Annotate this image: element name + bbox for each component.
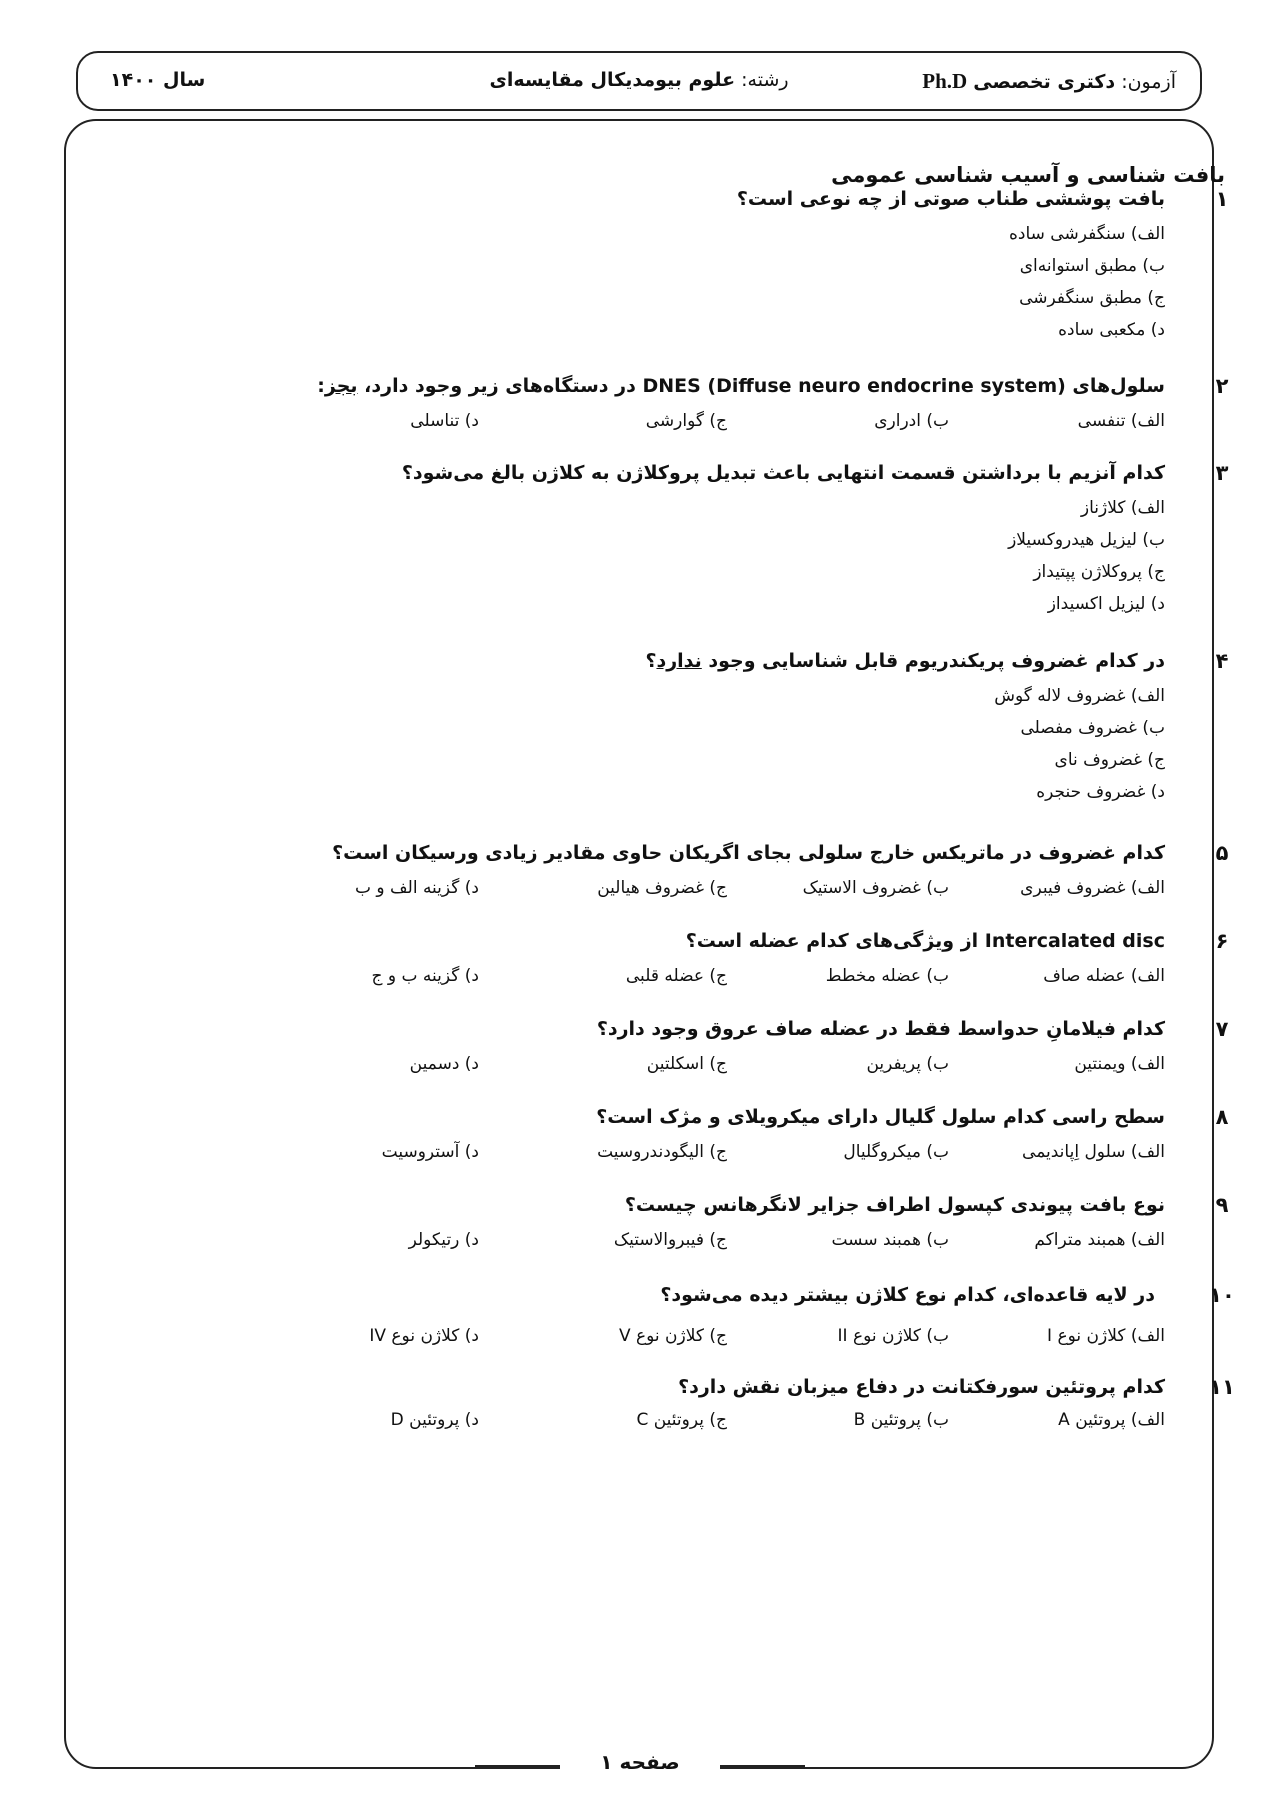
exam-year: سال ۱۴۰۰	[110, 69, 206, 91]
question-number: ۲	[1215, 374, 1229, 398]
option-b[interactable]: ب) پروتئین B	[853, 1410, 949, 1430]
question-10	[199, 1279, 1239, 1355]
option-b[interactable]: ب) کلاژن نوع II	[837, 1326, 949, 1346]
question-text	[645, 645, 1165, 677]
question-number: ۶	[1215, 929, 1229, 953]
question-text-main: سلول‌های DNES (Diffuse neuro endocrine system) در دستگاه‌های زیر وجود دارد،	[357, 375, 1165, 397]
option-a[interactable]: الف) ویمنتین	[1074, 1054, 1165, 1074]
question-text: کدام فیلامانِ حدواسط فقط در عضله صاف عروق وجود دارد؟	[596, 1018, 1165, 1040]
option-c[interactable]: ج) غضروف هیالین	[597, 878, 727, 898]
option-d[interactable]: د) مکعبی ساده	[1058, 320, 1165, 340]
option-a[interactable]: الف) سلول اِپاندیمی	[1022, 1142, 1165, 1162]
option-c[interactable]: ج) پروتئین C	[636, 1410, 727, 1430]
option-a[interactable]: الف) کلاژناز	[1080, 498, 1165, 518]
exam-label: آزمون:	[1121, 71, 1176, 93]
question-text-end: :	[317, 375, 325, 397]
question-11	[199, 1371, 1239, 1441]
question-emphasis: بجز	[324, 375, 358, 397]
exam-degree: Ph.D	[922, 69, 968, 93]
option-b[interactable]: ب) عضله مخطط	[825, 966, 949, 986]
option-c[interactable]: ج) غضروف نای	[1054, 750, 1165, 770]
question-number: ۸	[1215, 1105, 1229, 1129]
option-c[interactable]: ج) الیگودندروسیت	[597, 1142, 727, 1162]
question-text: سطح راسی کدام سلول گلیال دارای میکرویلای و مژک است؟	[596, 1106, 1165, 1128]
option-a[interactable]: الف) غضروف فیبری	[1020, 878, 1165, 898]
question-9	[199, 1189, 1239, 1259]
option-c[interactable]: ج) اسکلتین	[646, 1054, 727, 1074]
option-a[interactable]: الف) سنگفرشی ساده	[1009, 224, 1165, 244]
question-4	[199, 645, 1239, 815]
option-a[interactable]: الف) تنفسی	[1077, 411, 1165, 431]
question-2	[199, 370, 1239, 440]
question-number: ۳	[1215, 461, 1229, 485]
question-7	[199, 1013, 1239, 1083]
option-b[interactable]: ب) غضروف الاستیک	[802, 878, 949, 898]
option-a[interactable]: الف) همبند متراکم	[1034, 1230, 1165, 1250]
option-d[interactable]: د) کلاژن نوع IV	[369, 1326, 479, 1346]
question-text: نوع بافت پیوندی کپسول اطراف جزایر لانگرهانس چیست؟	[624, 1194, 1165, 1216]
question-text	[317, 370, 1165, 402]
option-c[interactable]: ج) پروکلاژن پپتیداز	[1033, 562, 1165, 582]
field-value: علوم بیومدیکال مقایسه‌ای	[489, 69, 736, 91]
exam-value: دکتری تخصصی	[973, 71, 1116, 93]
option-a[interactable]: الف) غضروف لاله گوش	[994, 686, 1165, 706]
question-1	[199, 183, 1239, 353]
question-number: ۱۰	[1209, 1283, 1235, 1307]
question-text: Intercalated disc از ویژگی‌های کدام عضله است؟	[685, 930, 1165, 952]
option-d[interactable]: د) پروتئین D	[390, 1410, 479, 1430]
option-d[interactable]: د) آستروسیت	[381, 1142, 479, 1162]
option-d[interactable]: د) لیزیل اکسیداز	[1047, 594, 1165, 614]
exam-field	[78, 69, 1200, 91]
option-d[interactable]: د) تناسلی	[410, 411, 479, 431]
question-number: ۵	[1215, 841, 1229, 865]
option-a[interactable]: الف) پروتئین A	[1058, 1410, 1165, 1430]
question-text-end: ؟	[645, 650, 657, 672]
question-text-main: در کدام غضروف پریکندریوم قابل شناسایی وجود	[701, 650, 1165, 672]
option-d[interactable]: د) دسمین	[409, 1054, 479, 1074]
exam-header	[76, 51, 1202, 111]
question-number: ۹	[1215, 1193, 1229, 1217]
option-d[interactable]: د) رتیکولر	[408, 1230, 479, 1250]
question-number: ۱۱	[1209, 1375, 1235, 1399]
question-text: بافت پوششی طناب صوتی از چه نوعی است؟	[736, 188, 1165, 210]
question-text: کدام پروتئین سورفکتانت در دفاع میزبان نقش دارد؟	[678, 1376, 1165, 1398]
option-d[interactable]: د) غضروف حنجره	[1036, 782, 1165, 802]
option-b[interactable]: ب) ادراری	[874, 411, 949, 431]
question-3	[199, 457, 1239, 627]
question-text: کدام غضروف در ماتریکس خارج سلولی بجای اگریکان حاوی مقادیر زیادی ورسیکان است؟	[332, 842, 1165, 864]
option-b[interactable]: ب) غضروف مفصلی	[1020, 718, 1165, 738]
question-5	[199, 837, 1239, 907]
field-label: رشته:	[741, 69, 789, 91]
question-8	[199, 1101, 1239, 1171]
option-a[interactable]: الف) عضله صاف	[1043, 966, 1165, 986]
question-text: کدام آنزیم با برداشتن قسمت انتهایی باعث تبدیل پروکلاژن به کلاژن بالغ می‌شود؟	[401, 462, 1165, 484]
option-b[interactable]: ب) مطبق استوانه‌ای	[1019, 256, 1165, 276]
question-number: ۴	[1215, 649, 1229, 673]
option-d[interactable]: د) گزینه ب و ج	[371, 966, 479, 986]
section-title: بافت شناسی و آسیب شناسی عمومی	[831, 163, 1225, 187]
question-number: ۷	[1215, 1017, 1229, 1041]
option-b[interactable]: ب) لیزیل هیدروکسیلاز	[1008, 530, 1165, 550]
option-b[interactable]: ب) همبند سست	[831, 1230, 949, 1250]
option-c[interactable]: ج) گوارشی	[645, 411, 727, 431]
question-6	[199, 925, 1239, 995]
option-d[interactable]: د) گزینه الف و ب	[355, 878, 479, 898]
page-number: صفحه ۱	[560, 1747, 720, 1777]
option-b[interactable]: ب) میکروگلیال	[843, 1142, 949, 1162]
option-c[interactable]: ج) مطبق سنگفرشی	[1019, 288, 1165, 308]
option-c[interactable]: ج) کلاژن نوع V	[618, 1326, 727, 1346]
question-emphasis: ندارد	[656, 650, 702, 672]
option-b[interactable]: ب) پریفرین	[866, 1054, 949, 1074]
question-text: در لایه قاعده‌ای، کدام نوع کلاژن بیشتر دیده می‌شود؟	[660, 1284, 1155, 1306]
question-number: ۱	[1215, 187, 1229, 211]
option-c[interactable]: ج) عضله قلبی	[625, 966, 727, 986]
option-a[interactable]: الف) کلاژن نوع I	[1047, 1326, 1165, 1346]
option-c[interactable]: ج) فیبروالاستیک	[613, 1230, 727, 1250]
